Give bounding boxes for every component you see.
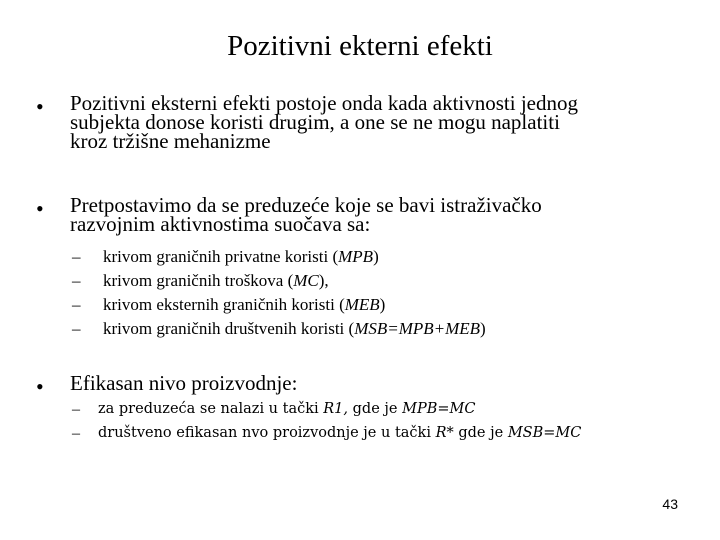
bullet-1-line-2: subjekta donose koristi drugim, a one se ne mogu naplatiti	[70, 110, 560, 134]
sub-item-text: društveno efikasan nvo proizvodnje je u tački R* gde je MSB=MC	[98, 425, 582, 441]
sub-item-text: krivom graničnih društvenih koristi (MSB=MPB+MEB)	[103, 319, 486, 338]
bullet-dot: •	[36, 374, 44, 399]
slide-title: Pozitivni ekterni efekti	[227, 30, 493, 62]
sub-item-text: za preduzeća se nalazi u tački R1, gde je MPB=MC	[98, 401, 476, 417]
bullet-2-text	[70, 193, 680, 236]
bullet-3-line-1: Efikasan nivo proizvodnje:	[70, 371, 298, 395]
sub-dash: –	[72, 425, 80, 442]
bullet-2-line-1: Pretpostavimo da se preduzeće koje se bavi istraživačko	[70, 193, 542, 217]
sub-dash: –	[72, 319, 81, 338]
bullet-3-text	[70, 371, 680, 395]
bullet-1-line-1: Pozitivni eksterni efekti postoje onda kada aktivnosti jednog	[70, 91, 578, 115]
bullet-1-line-3: kroz tržišne mehanizme	[70, 129, 271, 153]
bullet-dot: •	[36, 196, 44, 221]
bullet-dot: •	[36, 94, 44, 119]
sub-item-text: krivom graničnih privatne koristi (MPB)	[103, 247, 379, 266]
sub-dash: –	[72, 401, 80, 418]
sub-item-text: krivom eksternih graničnih koristi (MEB)	[103, 295, 386, 314]
sub-dash: –	[72, 271, 81, 290]
sub-dash: –	[72, 295, 81, 314]
sub-dash: –	[72, 247, 81, 266]
sub-item-text: krivom graničnih troškova (MC),	[103, 271, 329, 290]
page-number: 43	[662, 496, 678, 512]
bullet-1-text	[70, 91, 680, 153]
bullet-2-line-2: razvojnim aktivnostima suočava sa:	[70, 212, 371, 236]
